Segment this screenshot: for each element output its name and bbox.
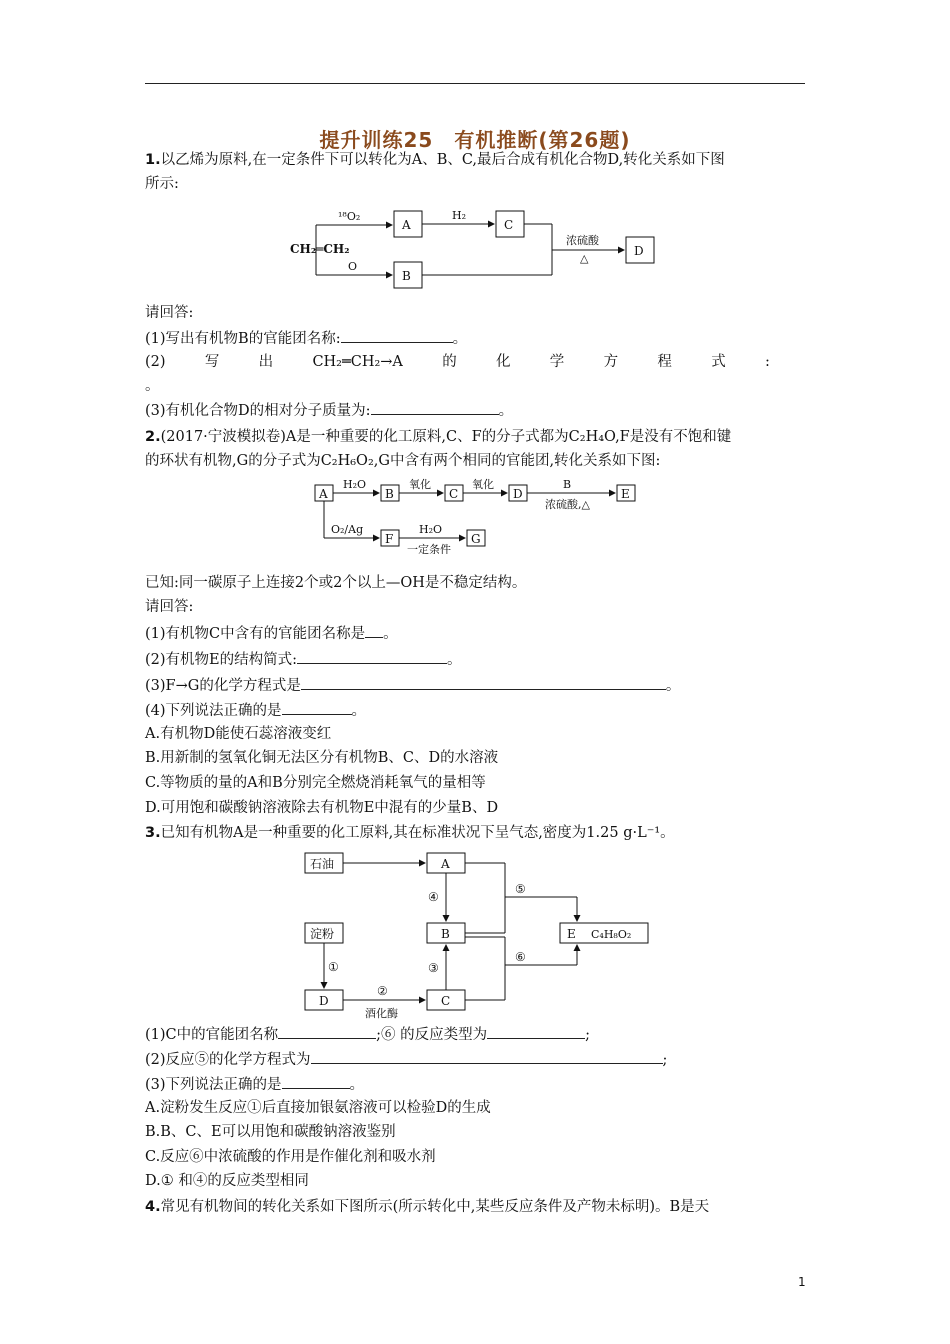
- q2-acid-label: 浓硫酸,△: [545, 498, 590, 511]
- q1-part2-end: 。: [145, 378, 160, 394]
- q1-box-a-label: A: [402, 218, 411, 232]
- q2-h2o-label: H₂O: [343, 478, 367, 491]
- q2-part2: [145, 649, 810, 670]
- q2-part1-end: 。: [383, 626, 398, 642]
- q1-p2-word: :: [764, 354, 770, 370]
- q3-starch-label: 淀粉: [310, 927, 335, 941]
- q1-p2-word: 式: [711, 354, 726, 370]
- q2-part3-text: (3)F→G的化学方程式是: [145, 678, 301, 694]
- q1-p2-word: (2): [145, 354, 166, 370]
- page-title: 提升训练25 有机推断(第26题): [319, 128, 631, 152]
- q3-part1b-text: ;⑥ 的反应类型为: [376, 1027, 488, 1043]
- q3-box-a-label: A: [441, 857, 450, 871]
- q2-h2o2-label: H₂O: [419, 523, 443, 536]
- q3-n4-label: ④: [428, 890, 439, 904]
- q2-box-b-label: B: [385, 487, 394, 501]
- q2-part2-blank[interactable]: [297, 649, 447, 664]
- q3-e-formula: C₄H₈O₂: [591, 928, 632, 941]
- q1-part1-text: (1)写出有机物B的官能团名称:: [145, 331, 341, 347]
- q2-o2ag-label: O₂/Ag: [331, 523, 364, 536]
- q4-intro: [145, 1197, 810, 1217]
- q1-acid-label: 浓硫酸: [566, 234, 599, 247]
- q3-option-c: C.反应⑥中浓硫酸的作用是作催化剂和吸水剂: [145, 1149, 436, 1165]
- q1-diagram: [280, 205, 660, 295]
- q2-part3-end: 。: [665, 678, 681, 694]
- q3-part3: [145, 1074, 810, 1095]
- q3-intro: [145, 823, 810, 843]
- q1-box-b-label: B: [402, 269, 411, 283]
- q3-part1-blank-a[interactable]: [278, 1024, 376, 1039]
- q3-n5-label: ⑤: [515, 882, 526, 896]
- q1-p2-word: 的: [442, 354, 457, 370]
- q3-part2: [145, 1049, 810, 1070]
- q1-part3: [145, 400, 810, 421]
- q2-ox1-label: 氧化: [409, 478, 431, 491]
- q2-b-label: B: [563, 478, 572, 491]
- q3-n3-label: ③: [428, 961, 439, 975]
- q3-part1: [145, 1024, 810, 1045]
- q3-part2-end: ;: [662, 1052, 668, 1068]
- q3-part1-blank-b[interactable]: [487, 1024, 585, 1039]
- q1-p2-word: 学: [549, 354, 565, 370]
- q2-ox2-label: 氧化: [472, 478, 494, 491]
- q2-part4-blank[interactable]: [282, 700, 352, 715]
- q3-part1a-text: (1)C中的官能团名称: [145, 1027, 279, 1043]
- q1-part3-text: (3)有机化合物D的相对分子质量为:: [145, 403, 371, 419]
- q2-box-e-label: E: [621, 487, 630, 501]
- q3-part1-end: ;: [585, 1027, 591, 1043]
- q3-part2-text: (2)反应⑤的化学方程式为: [145, 1052, 311, 1068]
- q3-option-a: A.淀粉发生反应①后直接加银氨溶液可以检验D的生成: [145, 1100, 491, 1116]
- q2-part2-end: 。: [447, 652, 462, 668]
- q1-o-label: O: [348, 260, 358, 273]
- q2-part2-text: (2)有机物E的结构简式:: [145, 652, 298, 668]
- q2-number: 2.: [145, 429, 161, 445]
- q1-part1-blank[interactable]: [341, 328, 453, 343]
- q1-part1-end: 。: [452, 331, 468, 347]
- q3-option-d: D.① 和④的反应类型相同: [145, 1173, 309, 1189]
- q2-option-d: D.可用饱和碳酸钠溶液除去有机物E中混有的少量B、D: [145, 800, 499, 816]
- q1-box-c-label: C: [504, 218, 514, 232]
- q1-please: 请回答:: [145, 305, 194, 321]
- q3-box-d-label: D: [319, 994, 329, 1008]
- q1-p2-word: 程: [657, 354, 672, 370]
- q2-box-c-label: C: [449, 487, 459, 501]
- q3-part2-blank[interactable]: [311, 1049, 663, 1064]
- header-rule: [145, 83, 805, 84]
- q3-box-e-label: E: [567, 927, 576, 941]
- q2-part4: [145, 700, 810, 721]
- q3-part3-text: (3)下列说法正确的是: [145, 1077, 282, 1093]
- q2-box-d-label: D: [513, 487, 523, 501]
- q3-box-b-label: B: [441, 927, 450, 941]
- q2-option-a: A.有机物D能使石蕊溶液变红: [145, 726, 332, 742]
- q3-part3-blank[interactable]: [282, 1074, 350, 1089]
- q2-box-a-label: A: [319, 487, 328, 501]
- q3-number: 3.: [145, 825, 161, 841]
- q1-o18-label: ¹⁸O₂: [338, 210, 361, 223]
- q1-part1: [145, 328, 810, 349]
- q1-number: 1.: [145, 152, 161, 168]
- q2-intro-line1: [145, 427, 810, 447]
- q3-oil-label: 石油: [310, 857, 335, 871]
- q2-cond-label: 一定条件: [407, 543, 451, 554]
- q3-intro-text: 已知有机物A是一种重要的化工原料,其在标准状况下呈气态,密度为1.25 g·L⁻¹。: [160, 825, 675, 841]
- q1-intro-line2: 所示:: [145, 176, 179, 192]
- q1-part3-blank[interactable]: [371, 400, 499, 415]
- q2-please: 请回答:: [145, 599, 194, 615]
- q2-box-g-label: G: [471, 532, 481, 546]
- q2-known: 已知:同一碳原子上连接2个或2个以上—OH是不稳定结构。: [145, 575, 527, 591]
- q3-box-c-label: C: [441, 994, 451, 1008]
- q2-part1-text: (1)有机物C中含有的官能团名称是: [145, 626, 366, 642]
- q4-intro-text: 常见有机物间的转化关系如下图所示(所示转化中,某些反应条件及产物未标明)。B是天: [160, 1199, 710, 1215]
- q3-n2-label: ②: [377, 984, 388, 998]
- q2-box-f-label: F: [385, 532, 394, 546]
- q4-number: 4.: [145, 1199, 161, 1215]
- q2-option-c: C.等物质的量的A和B分别完全燃烧消耗氧气的量相等: [145, 775, 486, 791]
- q3-enzyme-label: 酒化酶: [365, 1007, 398, 1020]
- q3-part3-end: 。: [349, 1077, 365, 1093]
- q1-p2-word: 出: [258, 354, 274, 370]
- q3-option-b: B.B、C、E可以用饱和碳酸钠溶液鉴别: [145, 1124, 396, 1140]
- q2-intro1: (2017·宁波模拟卷)A是一种重要的化工原料,C、F的分子式都为C₂H₄O,F是没有不饱和键: [160, 429, 732, 445]
- q3-diagram: [295, 845, 665, 1020]
- q2-part1-blank[interactable]: [365, 623, 383, 638]
- q1-ethylene: CH₂═CH₂: [290, 242, 350, 256]
- page-number: 1: [798, 1275, 806, 1289]
- q2-diagram: [305, 474, 650, 554]
- q1-heat-label: △: [580, 252, 589, 265]
- q1-p2-word: 写: [204, 354, 220, 370]
- q2-part3: [145, 675, 810, 696]
- q1-intro1: 以乙烯为原料,在一定条件下可以转化为A、B、C,最后合成有机化合物D,转化关系如下图: [160, 152, 725, 168]
- q3-n1-label: ①: [328, 960, 339, 974]
- q2-part3-blank[interactable]: [301, 675, 666, 690]
- q1-h2-label: H₂: [452, 209, 467, 222]
- q2-part4-text: (4)下列说法正确的是: [145, 703, 282, 719]
- q1-p2-word: CH₂═CH₂→A: [312, 354, 403, 370]
- q1-part2: [145, 352, 810, 372]
- q2-part1: [145, 623, 810, 644]
- q2-intro-line2: 的环状有机物,G的分子式为C₂H₆O₂,G中含有两个相同的官能团,转化关系如下图:: [145, 453, 661, 469]
- q2-part4-end: 。: [351, 703, 367, 719]
- q1-p2-word: 化: [496, 354, 511, 370]
- q2-option-b: B.用新制的氢氧化铜无法区分有机物B、C、D的水溶液: [145, 750, 499, 766]
- q1-intro-line1: [145, 150, 810, 170]
- q1-part3-end: 。: [498, 403, 514, 419]
- q3-n6-label: ⑥: [515, 950, 526, 964]
- q1-p2-word: 方: [603, 354, 619, 370]
- q1-part2-spread: [145, 352, 770, 372]
- q1-box-d-label: D: [634, 244, 644, 258]
